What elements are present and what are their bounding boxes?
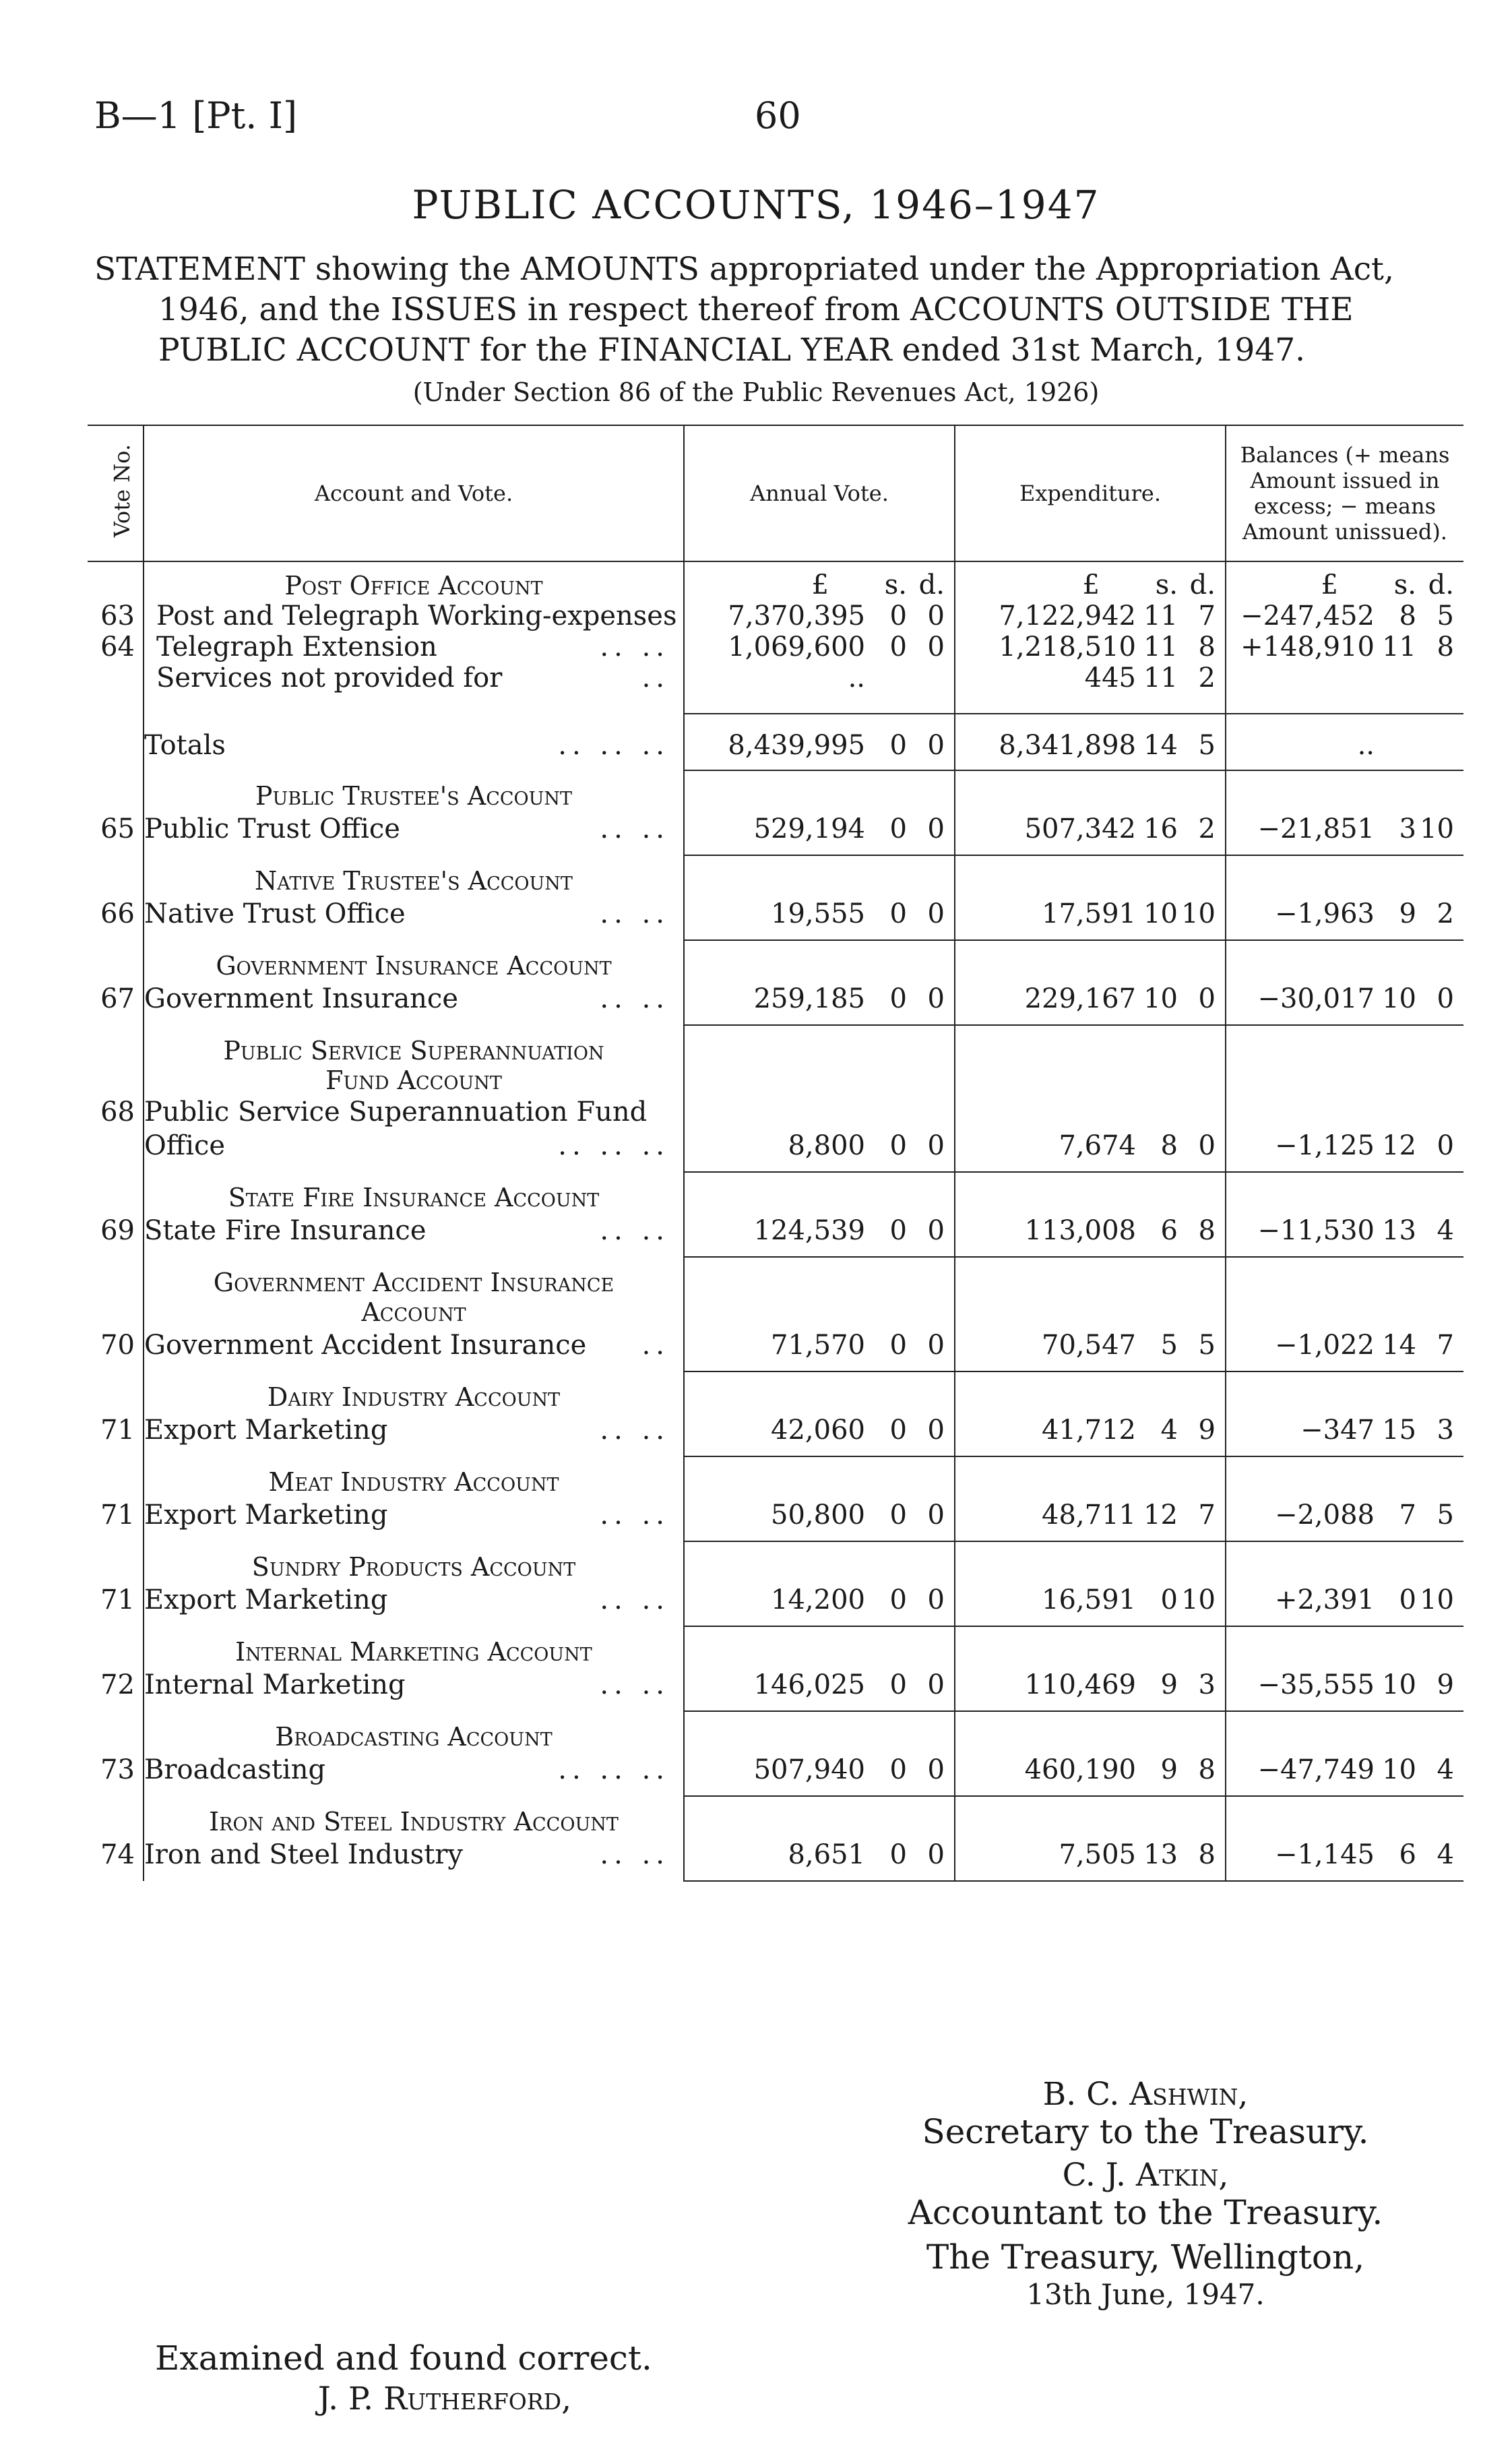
vote-name: Export Marketing .. ..	[144, 1584, 670, 1615]
vote-number: 71	[88, 1497, 144, 1531]
page-number: 60	[755, 94, 801, 137]
balance-amount: +148,910 11 8	[1240, 631, 1454, 662]
row-spacer	[88, 761, 1463, 770]
balance-amount: −1,145 6 4	[1274, 1839, 1454, 1870]
vote-name: Government Insurance .. ..	[144, 983, 670, 1014]
section-heading: Government Insurance Account	[216, 951, 612, 981]
secretary-name: B. C. Ashwin,	[1042, 2076, 1249, 2113]
section-heading-row	[88, 940, 1463, 981]
row-spacer	[88, 1161, 1463, 1172]
statement-line: STATEMENT showing the AMOUNTS appropriated under the Appropriation Act,	[94, 251, 1394, 288]
row-spacer	[88, 1870, 1463, 1881]
table-row	[88, 631, 1463, 662]
annual-vote-amount: 259,185 0 0	[753, 983, 945, 1014]
expenditure-amount: 7,674 8 0	[1059, 1130, 1216, 1161]
section-heading-row	[88, 1297, 1463, 1327]
section-heading: Native Trustee's Account	[255, 866, 573, 896]
vote-number: 69	[88, 1212, 144, 1246]
annual-vote-amount: 8,651 0 0	[788, 1839, 945, 1870]
vote-number: 68	[88, 1095, 144, 1128]
vote-name: Broadcasting .. .. ..	[144, 1754, 670, 1785]
section-heading-row	[88, 855, 1463, 896]
statutory-reference: (Under Section 86 of the Public Revenues Act, 1926)	[412, 377, 1100, 407]
vote-number: 63	[88, 600, 144, 631]
statement-heading	[94, 249, 1415, 371]
treasury-date: 13th June, 1947.	[1026, 2278, 1265, 2311]
vote-number: 73	[88, 1752, 144, 1785]
balance-amount: −21,851 3 10	[1257, 813, 1454, 844]
vote-name: Public Service Superannuation Fund	[144, 1097, 648, 1128]
row-spacer	[88, 929, 1463, 940]
expenditure-amount: 113,008 6 8	[1024, 1215, 1216, 1246]
vote-number: 71	[88, 1412, 144, 1446]
expenditure-amount: 7,505 13 8	[1059, 1839, 1216, 1870]
balance-amount: −47,749 10 4	[1257, 1754, 1454, 1785]
annual-vote-amount: ..	[848, 662, 865, 693]
section-heading-row	[88, 1172, 1463, 1212]
accountant-name: C. J. Atkin,	[1062, 2157, 1229, 2194]
annual-vote-amount: 50,800 0 0	[771, 1500, 945, 1531]
table-row	[88, 896, 1463, 929]
expenditure-amount: 7,122,942 11 7	[999, 600, 1216, 631]
table-row	[88, 1837, 1463, 1870]
vote-name: Internal Marketing .. ..	[144, 1669, 670, 1700]
totals-row	[88, 714, 1463, 761]
document-reference: B—1 [Pt. I]	[94, 94, 298, 137]
vote-name: Office .. .. ..	[144, 1130, 670, 1161]
vote-number: 72	[88, 1667, 144, 1700]
vote-number: 64	[88, 631, 144, 662]
table-row	[88, 1095, 1463, 1128]
annual-vote-amount: 529,194 0 0	[753, 813, 945, 844]
expenditure-amount: 17,591 10 10	[1042, 898, 1216, 929]
section-heading: Government Accident Insurance	[213, 1268, 615, 1297]
table-row	[88, 811, 1463, 844]
balance-amount: −11,530 13 4	[1257, 1215, 1454, 1246]
vote-number: 67	[88, 981, 144, 1014]
column-header-account: Account and Vote.	[144, 425, 684, 561]
row-spacer	[88, 1246, 1463, 1257]
balance-amount: −1,125 12 0	[1274, 1130, 1454, 1161]
row-spacer	[88, 1700, 1463, 1711]
vote-number: 70	[88, 1327, 144, 1361]
treasury-location: The Treasury, Wellington,	[926, 2238, 1365, 2277]
vote-number: 71	[88, 1582, 144, 1615]
page-title: PUBLIC ACCOUNTS, 1946–1947	[412, 182, 1100, 228]
section-heading: Post Office Account	[284, 571, 543, 600]
table-row	[88, 1412, 1463, 1446]
section-heading-row	[88, 1025, 1463, 1066]
vote-name: Totals .. .. ..	[144, 730, 670, 761]
expenditure-amount: 1,218,510 11 8	[999, 631, 1216, 662]
column-header-balances: Balances (+ means Amount issued in excess; − means Amount unissued).	[1226, 425, 1463, 561]
balance-amount: −347 15 3	[1300, 1415, 1454, 1446]
balance-amount: ..	[1357, 730, 1375, 761]
accountant-title: Accountant to the Treasury.	[908, 2193, 1383, 2232]
table-row	[88, 981, 1463, 1014]
expenditure-amount: 16,591 0 10	[1042, 1584, 1216, 1615]
column-header-annual: Annual Vote.	[684, 425, 955, 561]
annual-vote-amount: 8,439,995 0 0	[728, 730, 945, 761]
vote-name: Telegraph Extension .. ..	[156, 631, 670, 662]
section-heading: Dairy Industry Account	[267, 1382, 561, 1412]
balance-amount: −35,555 10 9	[1257, 1669, 1454, 1700]
vote-number: 74	[88, 1837, 144, 1870]
row-spacer	[88, 1615, 1463, 1626]
annual-vote-amount: 8,800 0 0	[788, 1130, 945, 1161]
vote-name: Export Marketing .. ..	[144, 1415, 670, 1446]
annual-vote-amount: 7,370,395 0 0	[728, 600, 945, 631]
section-heading: State Fire Insurance Account	[228, 1183, 600, 1212]
annual-vote-amount: 71,570 0 0	[771, 1330, 945, 1361]
expenditure-amount: 8,341,898 14 5	[999, 730, 1216, 761]
statement-line: PUBLIC ACCOUNT for the FINANCIAL YEAR ended 31st March, 1947.	[158, 332, 1306, 369]
table-row	[88, 1752, 1463, 1785]
expenditure-amount: 507,342 16 2	[1024, 813, 1216, 844]
section-heading-row	[88, 1371, 1463, 1412]
vote-name: Native Trust Office .. ..	[144, 898, 670, 929]
row-spacer	[88, 1531, 1463, 1541]
units-row	[88, 561, 1463, 600]
column-header-expenditure: Expenditure.	[955, 425, 1226, 561]
section-heading: Iron and Steel Industry Account	[209, 1807, 619, 1837]
row-spacer	[88, 1361, 1463, 1371]
balance-amount: +2,391 0 10	[1274, 1584, 1454, 1615]
annual-vote-amount: 146,025 0 0	[753, 1669, 945, 1700]
balance-amount: −1,022 14 7	[1274, 1330, 1454, 1361]
row-spacer	[88, 693, 1463, 714]
annual-vote-amount: 19,555 0 0	[771, 898, 945, 929]
vote-name: Iron and Steel Industry .. ..	[144, 1839, 670, 1870]
section-heading: Account	[361, 1297, 466, 1327]
vote-name: State Fire Insurance .. ..	[144, 1215, 670, 1246]
table-row	[88, 1212, 1463, 1246]
section-heading-row	[88, 1711, 1463, 1752]
section-heading-row	[88, 1066, 1463, 1095]
balance-amount: −1,963 9 2	[1274, 898, 1454, 929]
section-heading: Internal Marketing Account	[235, 1637, 592, 1667]
vote-name: Services not provided for ..	[156, 662, 670, 693]
balance-amount: −30,017 10 0	[1257, 983, 1454, 1014]
section-heading: Sundry Products Account	[251, 1552, 576, 1582]
expenditure-amount: 110,469 9 3	[1024, 1669, 1216, 1700]
units-label: £ s. d.	[811, 569, 945, 600]
table-row	[88, 1582, 1463, 1615]
table-row	[88, 1497, 1463, 1531]
expenditure-amount: 460,190 9 8	[1024, 1754, 1216, 1785]
row-spacer	[88, 1014, 1463, 1025]
vote-name: Post and Telegraph Working-expenses	[156, 600, 677, 631]
vote-name: Government Accident Insurance ..	[144, 1330, 670, 1361]
annual-vote-amount: 124,539 0 0	[753, 1215, 945, 1246]
expenditure-amount: 48,711 12 7	[1042, 1500, 1216, 1531]
appropriation-table	[88, 425, 1463, 1882]
section-heading-row	[88, 1456, 1463, 1497]
examined-statement: Examined and found correct.	[155, 2339, 652, 2378]
expenditure-amount: 70,547 5 5	[1042, 1330, 1216, 1361]
statement-line: 1946, and the ISSUES in respect thereof from ACCOUNTS OUTSIDE THE	[158, 291, 1354, 328]
vote-number: 65	[88, 811, 144, 844]
annual-vote-amount: 507,940 0 0	[753, 1754, 945, 1785]
expenditure-amount: 445 11 2	[1084, 662, 1216, 693]
table-row	[88, 1327, 1463, 1361]
table-row	[88, 1128, 1463, 1161]
balance-amount: −2,088 7 5	[1274, 1500, 1454, 1531]
vote-number	[88, 714, 144, 761]
section-heading: Public Trustee's Account	[255, 781, 573, 811]
row-spacer	[88, 844, 1463, 855]
secretary-title: Secretary to the Treasury.	[922, 2112, 1369, 2151]
expenditure-amount: 229,167 10 0	[1024, 983, 1216, 1014]
annual-vote-amount: 1,069,600 0 0	[728, 631, 945, 662]
section-heading-row	[88, 1796, 1463, 1837]
section-heading: Fund Account	[325, 1066, 502, 1095]
vote-number	[88, 1128, 144, 1161]
units-label: £ s. d.	[1321, 569, 1454, 600]
column-header-vote: Vote No.	[88, 425, 144, 561]
units-label: £ s. d.	[1082, 569, 1216, 600]
annual-vote-amount: 14,200 0 0	[771, 1584, 945, 1615]
vote-number: 66	[88, 896, 144, 929]
balance-amount: −247,452 8 5	[1240, 600, 1454, 631]
table-header-row	[88, 425, 1463, 561]
row-spacer	[88, 1785, 1463, 1796]
section-heading-row	[88, 770, 1463, 811]
expenditure-amount: 41,712 4 9	[1042, 1415, 1216, 1446]
vote-name: Public Trust Office .. ..	[144, 813, 670, 844]
section-heading-row	[88, 1541, 1463, 1582]
section-heading-row	[88, 1257, 1463, 1297]
section-heading: Meat Industry Account	[268, 1467, 559, 1497]
auditor-name: J. P. Rutherford,	[317, 2380, 572, 2417]
table-row	[88, 1667, 1463, 1700]
section-heading: Broadcasting Account	[275, 1722, 553, 1752]
table-row	[88, 662, 1463, 693]
vote-number	[88, 662, 144, 693]
section-heading: Public Service Superannuation	[223, 1036, 604, 1066]
vote-name: Export Marketing .. ..	[144, 1500, 670, 1531]
row-spacer	[88, 1446, 1463, 1456]
section-heading-row	[88, 1626, 1463, 1667]
table-row	[88, 600, 1463, 631]
annual-vote-amount: 42,060 0 0	[771, 1415, 945, 1446]
